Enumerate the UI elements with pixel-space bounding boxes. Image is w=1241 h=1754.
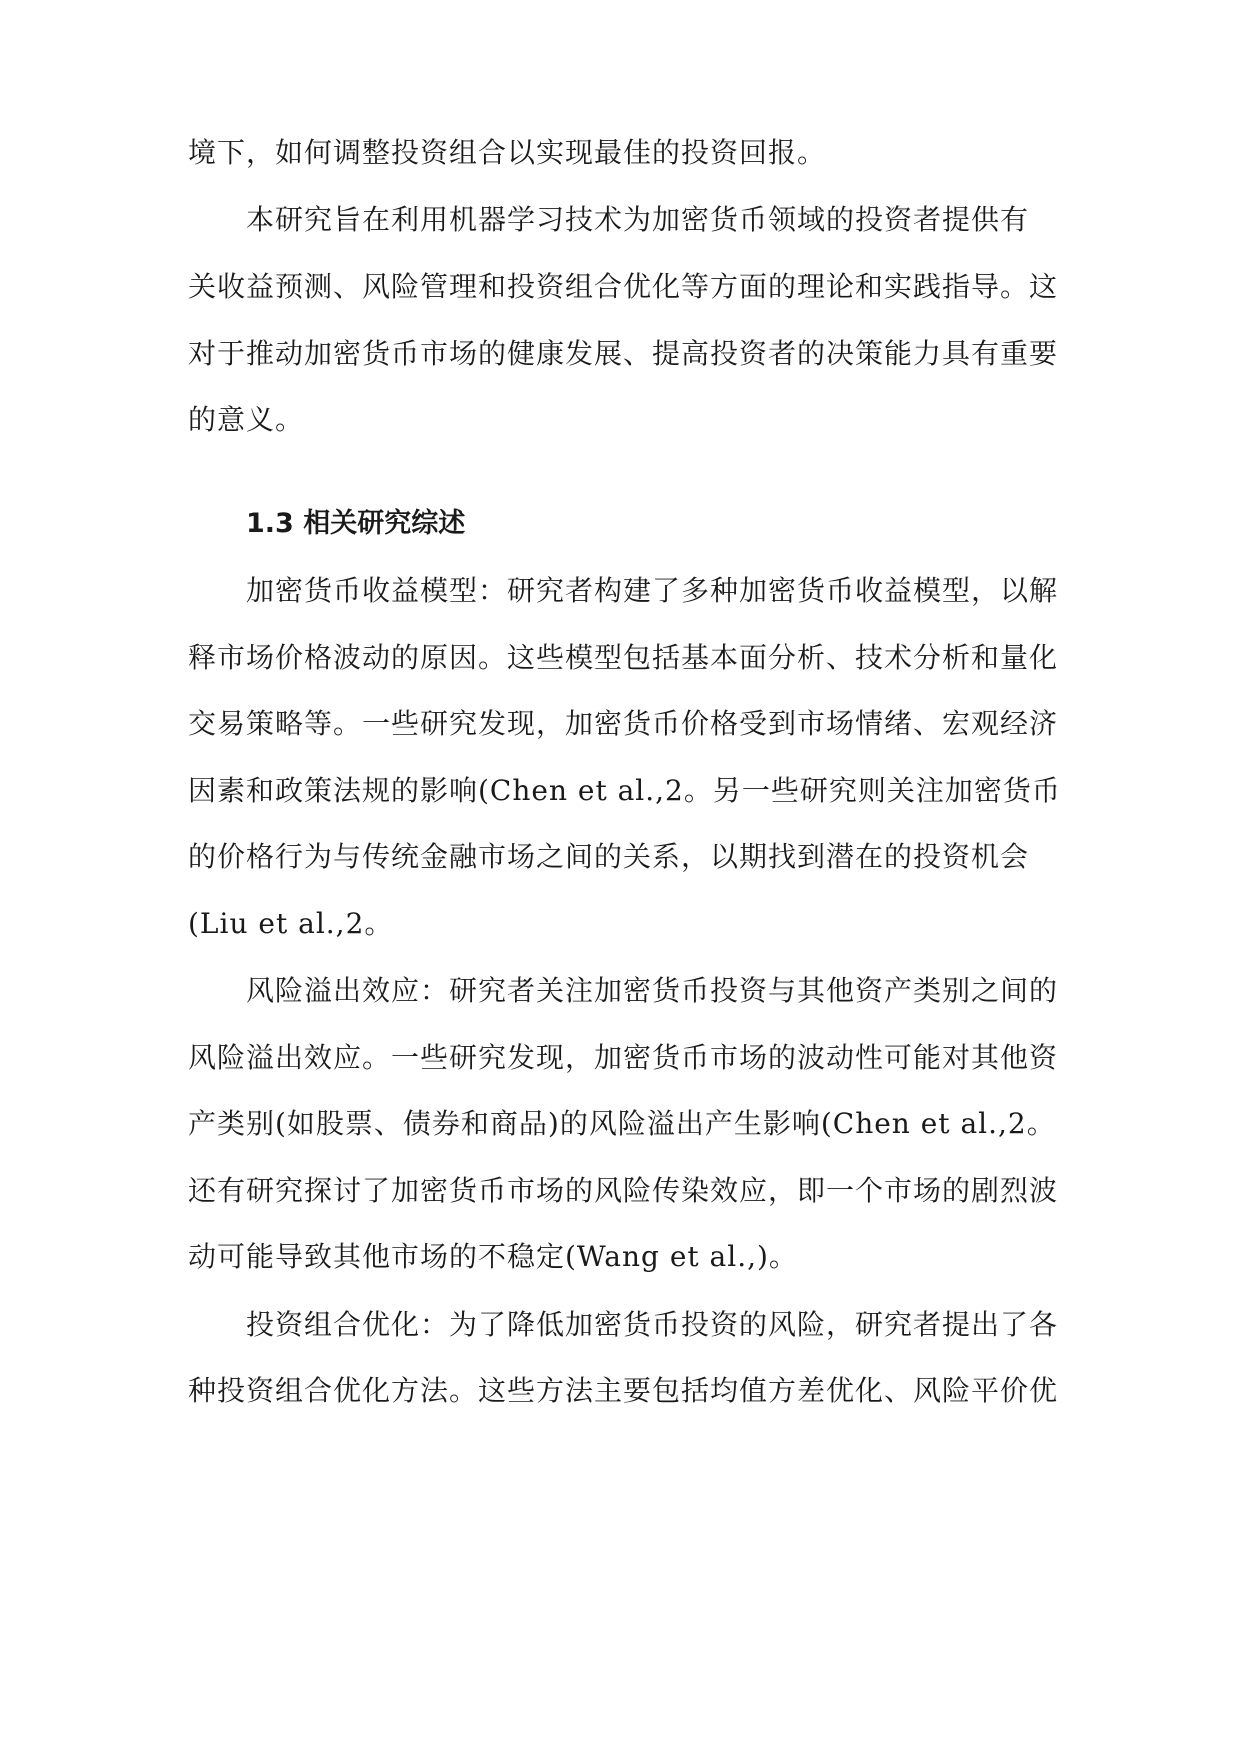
paragraph-line: 的意义。 bbox=[188, 403, 305, 436]
paragraph-line: 关收益预测、风险管理和投资组合优化等方面的理论和实践指导。这 bbox=[188, 270, 1059, 303]
paragraph-line: 的价格行为与传统金融市场之间的关系，以期找到潜在的投资机会 bbox=[188, 840, 1030, 873]
paragraph-line: 还有研究探讨了加密货币市场的风险传染效应，即一个市场的剧烈波 bbox=[188, 1174, 1059, 1207]
paragraph-line: 本研究旨在利用机器学习技术为加密货币领域的投资者提供有 bbox=[246, 203, 1030, 236]
paragraph-line: 产类别(如股票、债券和商品)的风险溢出产生影响(Chen et al.,2。 bbox=[188, 1107, 1056, 1140]
paragraph-line: 风险溢出效应：研究者关注加密货币投资与其他资产类别之间的 bbox=[246, 974, 1059, 1007]
paragraph-line: 因素和政策法规的影响(Chen et al.,2。另一些研究则关注加密货币 bbox=[188, 774, 1061, 807]
paragraph-line: 风险溢出效应。一些研究发现，加密货币市场的波动性可能对其他资 bbox=[188, 1041, 1059, 1074]
paragraph-line: 境下，如何调整投资组合以实现最佳的投资回报。 bbox=[188, 136, 827, 169]
paragraph-line: 动可能导致其他市场的不稳定(Wang et al.,)。 bbox=[188, 1240, 798, 1273]
paragraph-line: 加密货币收益模型：研究者构建了多种加密货币收益模型，以解 bbox=[246, 574, 1059, 607]
paragraph-line: (Liu et al.,2。 bbox=[188, 907, 394, 940]
paragraph-line: 对于推动加密货币市场的健康发展、提高投资者的决策能力具有重要 bbox=[188, 337, 1059, 370]
paragraph-line: 投资组合优化：为了降低加密货币投资的风险，研究者提出了各 bbox=[246, 1308, 1059, 1341]
section-heading: 1.3 相关研究综述 bbox=[246, 508, 466, 539]
paragraph-line: 交易策略等。一些研究发现，加密货币价格受到市场情绪、宏观经济 bbox=[188, 707, 1059, 740]
paragraph-line: 释市场价格波动的原因。这些模型包括基本面分析、技术分析和量化 bbox=[188, 641, 1059, 674]
paragraph-line: 种投资组合优化方法。这些方法主要包括均值方差优化、风险平价优 bbox=[188, 1374, 1059, 1407]
